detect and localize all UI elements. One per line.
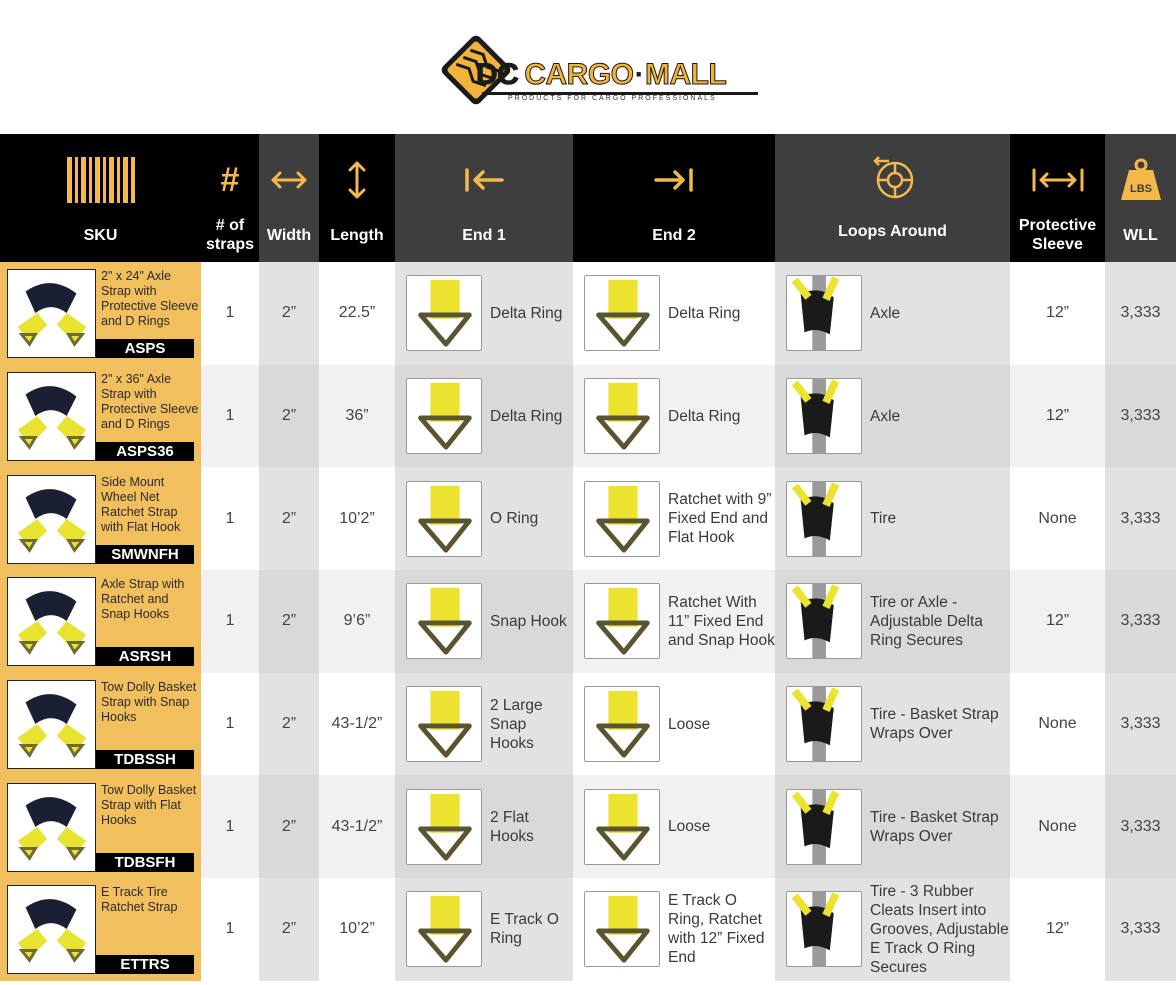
end1-label: Snap Hook — [490, 612, 567, 630]
loops-photo — [786, 891, 862, 967]
sku-cell — [0, 467, 201, 570]
sleeve-cell: 12” — [1010, 365, 1105, 468]
width-cell: 2” — [259, 262, 319, 365]
end2-label: Delta Ring — [668, 407, 741, 425]
product-photo — [7, 372, 96, 461]
sku-cell — [0, 775, 201, 878]
end1-photo — [406, 583, 482, 659]
arrow-right-bar-icon — [653, 167, 695, 193]
weight-icon — [1117, 156, 1165, 204]
sleeve-cell: None — [1010, 775, 1105, 878]
end1-cell — [395, 878, 573, 981]
end1-cell — [395, 570, 573, 673]
header-end2-label: End 2 — [652, 226, 696, 244]
product-photo — [7, 680, 96, 769]
wll-cell: 3,333 — [1105, 262, 1176, 365]
sku-code: ASPS36 — [96, 442, 194, 461]
sku-description: Axle Strap with Ratchet and Snap Hooks — [101, 577, 185, 622]
header-straps — [201, 134, 259, 262]
table-row — [0, 673, 1176, 776]
sleeve-cell: 12” — [1010, 878, 1105, 981]
end2-cell — [573, 262, 775, 365]
wll-cell: 3,333 — [1105, 467, 1176, 570]
arrow-left-bar-icon — [463, 167, 505, 193]
end1-label: 2 Flat Hooks — [490, 808, 534, 845]
brand-logo — [0, 0, 1176, 134]
loops-photo — [786, 789, 862, 865]
header-sku-label: SKU — [83, 226, 118, 244]
wll-cell: 3,333 — [1105, 775, 1176, 878]
straps-cell: 1 — [201, 775, 259, 878]
strap-spec-table — [0, 134, 1176, 981]
length-cell: 9’6” — [319, 570, 395, 673]
end2-label: Loose — [668, 818, 711, 836]
end2-photo — [584, 275, 660, 351]
product-photo — [7, 885, 96, 974]
horizontal-arrows-icon — [270, 169, 308, 191]
product-photo — [7, 475, 96, 564]
brand-cargo: CARGO — [524, 58, 634, 91]
end1-photo — [406, 275, 482, 351]
loops-label: Tire - Basket Strap Wraps Over — [870, 808, 999, 845]
length-cell: 36” — [319, 365, 395, 468]
loops-label: Tire - 3 Rubber Cleats Insert into Grooves, Adjustable E Track O Ring Secures — [870, 882, 1009, 976]
loops-label: Axle — [870, 407, 901, 425]
end1-label: 2 Large Snap Hooks — [490, 696, 543, 752]
header-loops — [775, 134, 1010, 262]
bar-arrows-icon — [1031, 167, 1085, 193]
sku-cell — [0, 262, 201, 365]
end1-cell — [395, 365, 573, 468]
brand-mall: MALL — [645, 58, 727, 91]
header-length-label: Length — [330, 226, 384, 244]
end2-photo — [584, 789, 660, 865]
header-end1 — [395, 134, 573, 262]
table-row — [0, 365, 1176, 468]
loops-cell — [775, 262, 1010, 365]
end1-cell — [395, 673, 573, 776]
header-end1-label: End 1 — [462, 226, 506, 244]
length-cell: 10’2” — [319, 467, 395, 570]
header-wll-label: WLL — [1123, 226, 1158, 244]
straps-cell: 1 — [201, 262, 259, 365]
header-loops-label: Loops Around — [838, 222, 947, 240]
end1-cell — [395, 467, 573, 570]
end2-cell — [573, 775, 775, 878]
sleeve-cell: None — [1010, 673, 1105, 776]
end2-cell — [573, 467, 775, 570]
header-width-label: Width — [266, 226, 312, 244]
end1-photo — [406, 686, 482, 762]
loops-label: Tire — [870, 510, 897, 528]
brand-wordmark — [476, 58, 726, 92]
sku-code: SMWNFH — [96, 545, 194, 564]
sku-cell — [0, 878, 201, 981]
brand-dash: · — [634, 58, 645, 91]
loops-cell — [775, 467, 1010, 570]
end1-photo — [406, 789, 482, 865]
header-straps-label: # of straps — [205, 217, 255, 253]
product-photo — [7, 577, 96, 666]
loops-cell — [775, 878, 1010, 981]
loops-label: Axle — [870, 304, 901, 322]
end1-photo — [406, 481, 482, 557]
wheel-loop-icon — [869, 153, 917, 203]
width-cell: 2” — [259, 570, 319, 673]
loops-photo — [786, 583, 862, 659]
end2-cell — [573, 570, 775, 673]
length-cell: 43-1/2” — [319, 775, 395, 878]
header-sku — [0, 134, 201, 262]
product-photo — [7, 783, 96, 872]
loops-label: Tire - Basket Strap Wraps Over — [870, 706, 999, 743]
end1-cell — [395, 262, 573, 365]
loops-cell — [775, 673, 1010, 776]
header-sleeve — [1010, 134, 1105, 262]
sku-cell — [0, 673, 201, 776]
sku-code: ASRSH — [96, 647, 194, 666]
wll-cell: 3,333 — [1105, 365, 1176, 468]
brand-tagline: PRODUCTS FOR CARGO PROFESSIONALS — [508, 95, 717, 102]
vertical-arrows-icon — [346, 160, 368, 200]
end2-photo — [584, 583, 660, 659]
header-wll — [1105, 134, 1176, 262]
end2-label: E Track O Ring, Ratchet with 12” Fixed End — [668, 892, 765, 967]
table-row — [0, 570, 1176, 673]
table-row — [0, 775, 1176, 878]
end2-photo — [584, 378, 660, 454]
sleeve-cell: 12” — [1010, 570, 1105, 673]
end1-photo — [406, 891, 482, 967]
sleeve-cell: 12” — [1010, 262, 1105, 365]
sku-description: Side Mount Wheel Net Ratchet Strap with Flat Hook — [101, 474, 181, 534]
end2-label: Ratchet With 11” Fixed End and Snap Hook — [668, 593, 775, 649]
straps-cell: 1 — [201, 570, 259, 673]
end2-label: Ratchet with 9” Fixed End and Flat Hook — [668, 491, 772, 547]
header-length — [319, 134, 395, 262]
loops-photo — [786, 481, 862, 557]
barcode-icon — [65, 157, 137, 203]
sku-description: E Track Tire Ratchet Strap — [101, 885, 178, 915]
table-row — [0, 467, 1176, 570]
straps-cell: 1 — [201, 467, 259, 570]
loops-photo — [786, 378, 862, 454]
header-width — [259, 134, 319, 262]
end1-label: Delta Ring — [490, 407, 563, 425]
sku-cell — [0, 570, 201, 673]
hash-icon: # — [220, 160, 240, 199]
wll-cell: 3,333 — [1105, 878, 1176, 981]
loops-label: Tire or Axle - Adjustable Delta Ring Secures — [870, 593, 983, 649]
straps-cell: 1 — [201, 365, 259, 468]
end1-label: Delta Ring — [490, 304, 563, 322]
end1-label: O Ring — [490, 510, 539, 528]
table-row — [0, 262, 1176, 365]
width-cell: 2” — [259, 878, 319, 981]
loops-cell — [775, 365, 1010, 468]
sku-code: TDBSFH — [96, 853, 194, 872]
sku-description: 2" x 24" Axle Strap with Protective Sleeve and D Rings — [101, 269, 199, 329]
end2-cell — [573, 365, 775, 468]
loops-cell — [775, 570, 1010, 673]
loops-photo — [786, 686, 862, 762]
header-sleeve-label: Protective Sleeve — [1018, 217, 1097, 253]
end2-cell — [573, 878, 775, 981]
sleeve-cell: None — [1010, 467, 1105, 570]
width-cell: 2” — [259, 467, 319, 570]
end2-photo — [584, 481, 660, 557]
product-photo — [7, 269, 96, 358]
straps-cell: 1 — [201, 878, 259, 981]
width-cell: 2” — [259, 673, 319, 776]
header-end2 — [573, 134, 775, 262]
loops-photo — [786, 275, 862, 351]
wll-cell: 3,333 — [1105, 673, 1176, 776]
sku-description: Tow Dolly Basket Strap with Snap Hooks — [101, 680, 197, 725]
sku-code: ASPS — [96, 339, 194, 358]
sku-cell — [0, 365, 201, 468]
width-cell: 2” — [259, 775, 319, 878]
loops-cell — [775, 775, 1010, 878]
width-cell: 2” — [259, 365, 319, 468]
length-cell: 10’2” — [319, 878, 395, 981]
length-cell: 43-1/2” — [319, 673, 395, 776]
end2-label: Loose — [668, 715, 711, 733]
sku-code: ETTRS — [96, 955, 194, 974]
end1-label: E Track O Ring — [490, 911, 559, 948]
svg-text:LBS: LBS — [1129, 183, 1152, 195]
sku-description: Tow Dolly Basket Strap with Flat Hooks — [101, 782, 197, 827]
table-row — [0, 878, 1176, 981]
end2-label: Delta Ring — [668, 304, 741, 322]
brand-dc: DC — [476, 58, 519, 91]
end1-cell — [395, 775, 573, 878]
header-row — [0, 134, 1176, 262]
length-cell: 22.5” — [319, 262, 395, 365]
end2-cell — [573, 673, 775, 776]
straps-cell: 1 — [201, 673, 259, 776]
wll-cell: 3,333 — [1105, 570, 1176, 673]
end2-photo — [584, 686, 660, 762]
sku-description: 2" x 36" Axle Strap with Protective Sleeve and D Rings — [101, 372, 199, 432]
sku-code: TDBSSH — [96, 750, 194, 769]
end2-photo — [584, 891, 660, 967]
end1-photo — [406, 378, 482, 454]
